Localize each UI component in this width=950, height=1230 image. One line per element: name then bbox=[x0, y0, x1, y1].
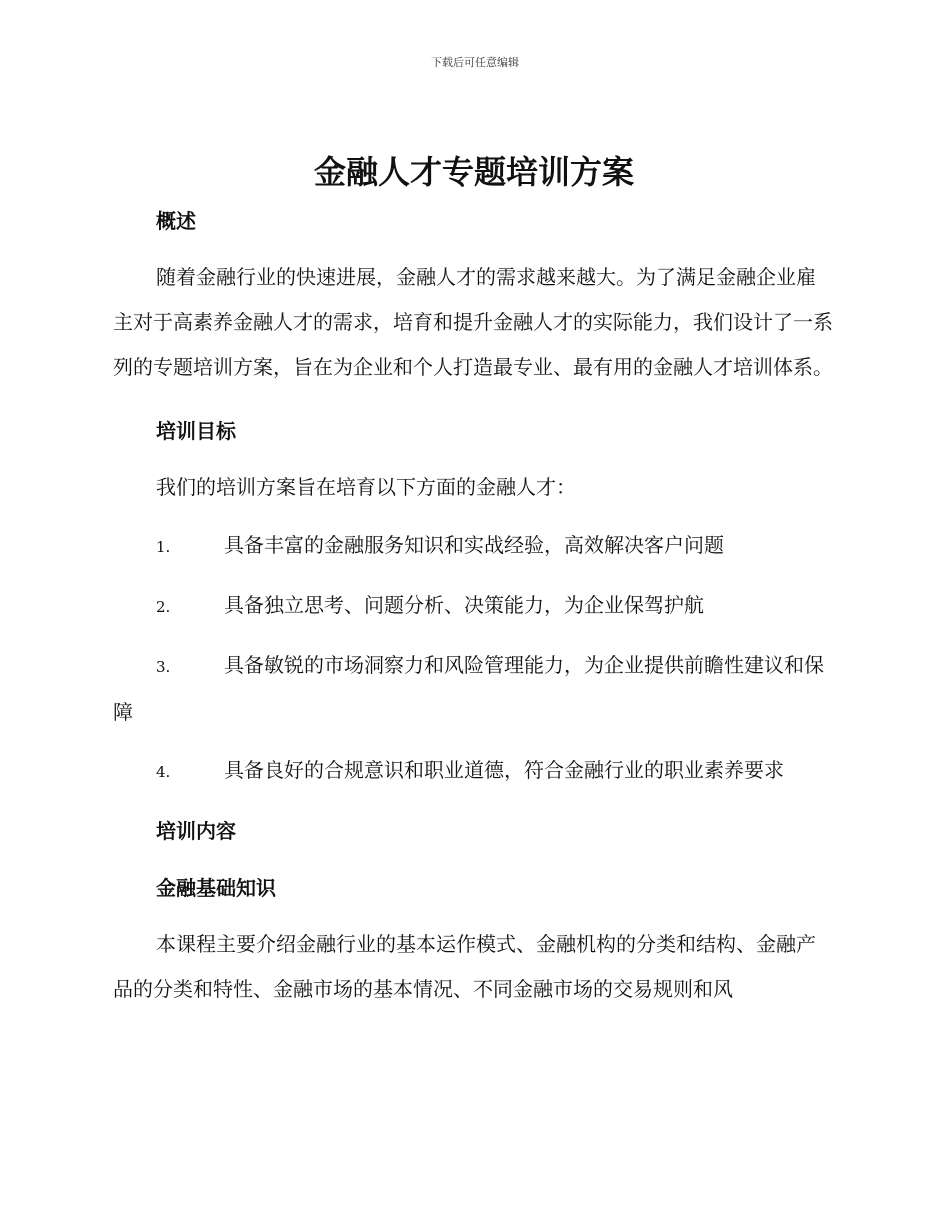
overview-paragraph: 随着金融行业的快速进展，金融人才的需求越来越大。为了满足金融企业雇主对于高素养金融人才的需求，培育和提升金融人才的实际能力，我们设计了一系列的专题培训方案，旨在为企业和个人打造最专业、最有用的金融人才培训体系。 bbox=[113, 265, 833, 379]
goals-intro: 我们的培训方案旨在培育以下方面的金融人才： bbox=[156, 475, 576, 499]
section-heading-goals: 培训目标 bbox=[156, 419, 236, 443]
goal-item bbox=[113, 643, 835, 735]
goal-item-text: 具备敏锐的市场洞察力和风险管理能力，为企业提供前瞻性建议和保障 bbox=[113, 653, 824, 724]
goal-item-text: 具备良好的合规意识和职业道德，符合金融行业的职业素养要求 bbox=[224, 758, 784, 782]
goal-item bbox=[113, 523, 835, 570]
subsection-heading-finance-basics: 金融基础知识 bbox=[156, 876, 276, 900]
goal-item-number: 2. bbox=[156, 598, 171, 616]
goal-item-number: 1. bbox=[156, 538, 171, 556]
content-paragraph: 本课程主要介绍金融行业的基本运作模式、金融机构的分类和结构、金融产品的分类和特性、金融市场的基本情况、不同金融市场的交易规则和风 bbox=[113, 932, 816, 1001]
section-heading-overview: 概述 bbox=[156, 209, 196, 233]
header-note: 下载后可任意编辑 bbox=[431, 56, 519, 69]
document-title: 金融人才专题培训方案 bbox=[313, 153, 634, 191]
document-body bbox=[113, 146, 835, 1012]
goal-item-text: 具备丰富的金融服务知识和实战经验，高效解决客户问题 bbox=[224, 533, 724, 557]
goal-item bbox=[113, 748, 835, 795]
goal-item-text: 具备独立思考、问题分析、决策能力，为企业保驾护航 bbox=[224, 593, 704, 617]
goal-item bbox=[113, 583, 835, 630]
goal-item-number: 4. bbox=[156, 763, 171, 781]
section-heading-content: 培训内容 bbox=[156, 819, 236, 843]
goal-item-number: 3. bbox=[156, 658, 171, 676]
